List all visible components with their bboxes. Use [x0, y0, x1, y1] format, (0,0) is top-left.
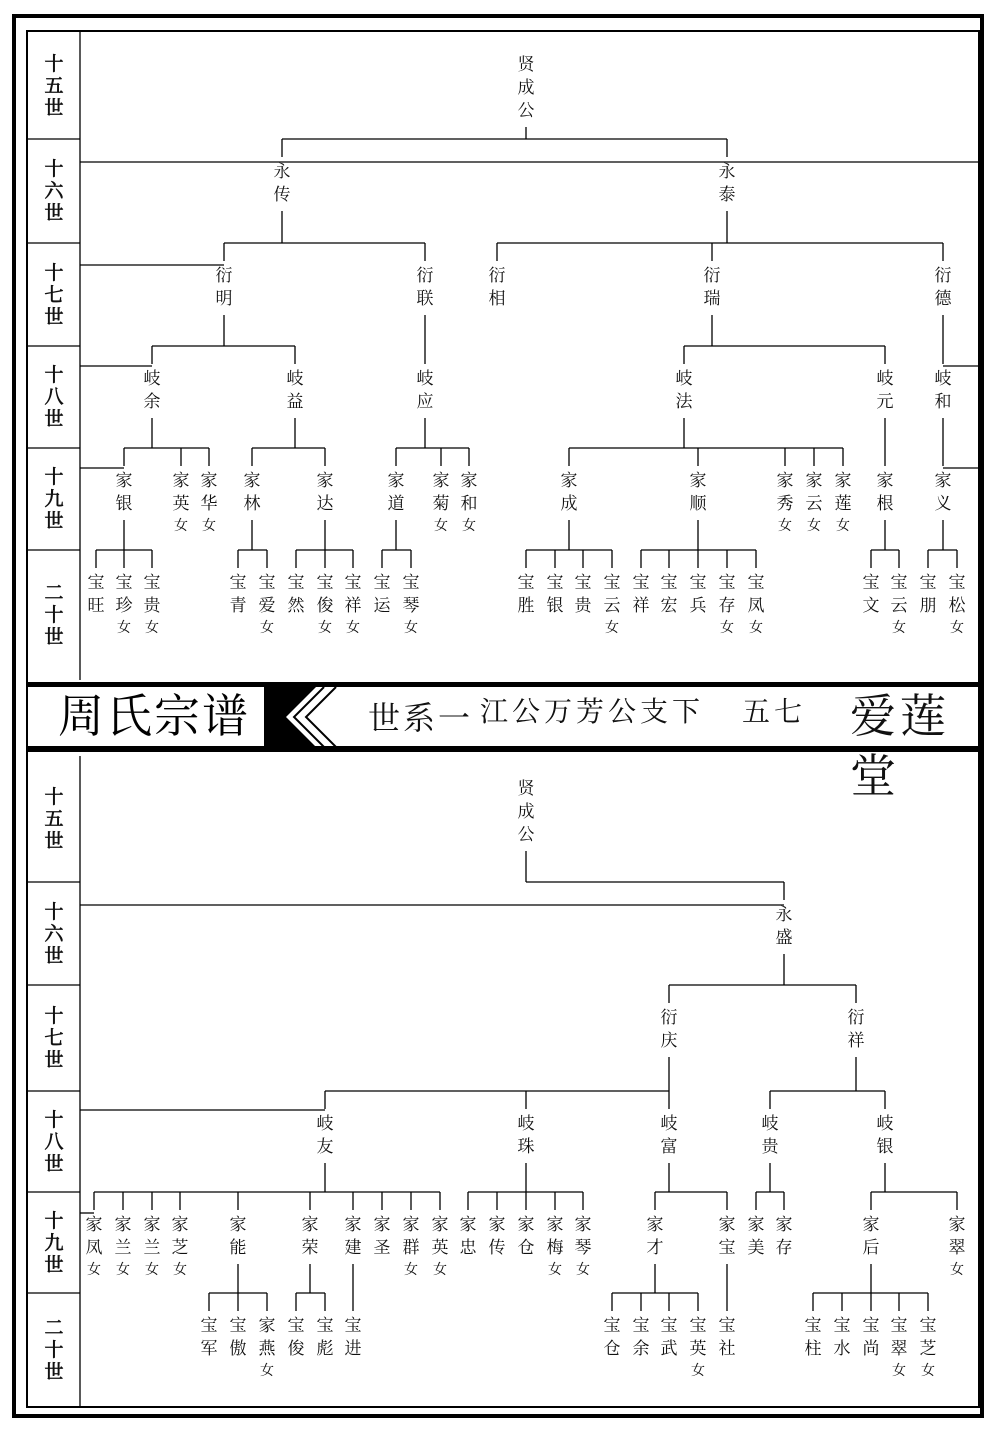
member-name: 宝 云: [603, 573, 621, 616]
member-name: 宝 柱: [804, 1316, 822, 1359]
family-member: [427, 1214, 453, 1280]
member-name: 家 圣: [373, 1215, 391, 1258]
family-member: [369, 572, 395, 618]
family-member: [930, 368, 956, 414]
family-member: [340, 1315, 366, 1361]
member-name: 家 建: [344, 1215, 362, 1258]
member-name: 家 英: [172, 471, 190, 514]
member-name: 岐 和: [934, 369, 952, 412]
member-name: 家 仓: [517, 1215, 535, 1258]
family-member: [513, 54, 539, 123]
family-member: [254, 572, 280, 638]
family-member: [312, 1113, 338, 1159]
family-member: [556, 470, 582, 516]
family-member: [168, 470, 194, 536]
member-name: 宝 水: [833, 1316, 851, 1359]
member-name: 宝 武: [660, 1316, 678, 1359]
family-member: [139, 1214, 165, 1280]
family-member: [886, 572, 912, 638]
member-name: 衍 庆: [660, 1008, 678, 1051]
member-name: 家 莲: [834, 471, 852, 514]
family-member: [829, 1315, 855, 1361]
family-member: [599, 572, 625, 638]
member-name: 宝 然: [287, 573, 305, 616]
family-member: [944, 572, 970, 638]
member-name: 家 燕: [258, 1316, 276, 1359]
member-name: 宝 仓: [603, 1316, 621, 1359]
member-name: 家 能: [229, 1215, 247, 1258]
family-member: [542, 572, 568, 618]
female-marker: 女: [174, 518, 188, 534]
generation-label: 十 九 世: [44, 466, 64, 532]
family-member: [225, 572, 251, 618]
member-name: 衍 相: [488, 266, 506, 309]
family-member: [398, 572, 424, 638]
member-name: 家 云: [805, 471, 823, 514]
family-member: [513, 1214, 539, 1260]
female-marker: 女: [433, 1262, 447, 1278]
female-marker: 女: [318, 620, 332, 636]
family-member: [628, 1315, 654, 1361]
family-member: [872, 1113, 898, 1159]
member-name: 永 泰: [718, 162, 736, 205]
member-name: 家 兰: [143, 1215, 161, 1258]
family-member: [771, 1214, 797, 1260]
family-member: [455, 1214, 481, 1260]
member-name: 家 顺: [689, 471, 707, 514]
family-member: [167, 1214, 193, 1280]
family-member: [699, 265, 725, 311]
family-member: [139, 572, 165, 638]
banner-title: 周氏宗谱: [58, 689, 250, 743]
member-name: 宝 翠: [890, 1316, 908, 1359]
family-member: [599, 1315, 625, 1361]
family-member: [628, 572, 654, 618]
member-name: 宝 贵: [574, 573, 592, 616]
family-member: [297, 1214, 323, 1260]
member-name: 衍 明: [215, 266, 233, 309]
member-name: 宝 爱: [258, 573, 276, 616]
member-name: 岐 富: [660, 1114, 678, 1157]
female-marker: 女: [87, 1262, 101, 1278]
member-name: 家 银: [115, 471, 133, 514]
family-member: [139, 368, 165, 414]
family-member: [872, 368, 898, 414]
family-member: [484, 1214, 510, 1260]
member-name: 宝 尚: [862, 1316, 880, 1359]
family-member: [886, 1315, 912, 1381]
banner-arrow-icon: [264, 687, 360, 747]
member-name: 宝 俊: [316, 573, 334, 616]
female-marker: 女: [921, 1363, 935, 1379]
member-name: 家 存: [775, 1215, 793, 1258]
female-marker: 女: [260, 1363, 274, 1379]
family-member: [714, 1214, 740, 1260]
member-name: 宝 松: [948, 573, 966, 616]
member-name: 岐 珠: [517, 1114, 535, 1157]
family-member: [944, 1214, 970, 1280]
family-member: [714, 572, 740, 638]
female-marker: 女: [116, 1262, 130, 1278]
member-name: 宝 傲: [229, 1316, 247, 1359]
member-name: 家 华: [200, 471, 218, 514]
family-member: [254, 1315, 280, 1381]
member-name: 衍 德: [934, 266, 952, 309]
family-member: [81, 1214, 107, 1280]
family-member: [428, 470, 454, 536]
family-member: [656, 572, 682, 618]
member-name: 宝 余: [632, 1316, 650, 1359]
member-name: 宝 运: [373, 573, 391, 616]
member-name: 岐 贵: [761, 1114, 779, 1157]
member-name: 岐 益: [286, 369, 304, 412]
member-name: 宝 旺: [87, 573, 105, 616]
family-member: [513, 1113, 539, 1159]
family-member: [196, 1315, 222, 1361]
female-marker: 女: [576, 1262, 590, 1278]
family-member: [757, 1113, 783, 1159]
member-name: 宝 宏: [660, 573, 678, 616]
page-number: 五七: [742, 695, 807, 728]
family-member: [312, 572, 338, 638]
family-member: [484, 265, 510, 311]
female-marker: 女: [434, 518, 448, 534]
family-member: [915, 1315, 941, 1381]
member-name: 宝 文: [862, 573, 880, 616]
female-marker: 女: [462, 518, 476, 534]
family-member: [858, 1315, 884, 1361]
female-marker: 女: [836, 518, 850, 534]
female-marker: 女: [202, 518, 216, 534]
member-name: 宝 珍: [115, 573, 133, 616]
generation-label: 十 六 世: [44, 900, 64, 967]
family-member: [743, 1214, 769, 1260]
family-member: [340, 1214, 366, 1260]
family-member: [800, 1315, 826, 1361]
member-name: 家 义: [934, 471, 952, 514]
member-name: 宝 进: [344, 1316, 362, 1359]
family-member: [412, 265, 438, 311]
family-member: [369, 1214, 395, 1260]
family-member: [412, 368, 438, 414]
member-name: 家 芝: [171, 1215, 189, 1258]
member-name: 宝 祥: [344, 573, 362, 616]
member-name: 家 根: [876, 471, 894, 514]
family-member: [225, 1315, 251, 1361]
member-name: 宝 云: [890, 573, 908, 616]
family-member: [743, 572, 769, 638]
generation-label: 二 十 世: [44, 1316, 64, 1383]
member-name: 家 忠: [459, 1215, 477, 1258]
family-member: [111, 470, 137, 516]
member-name: 家 和: [460, 471, 478, 514]
banner-bottom-rule: [28, 746, 978, 752]
family-member: [930, 265, 956, 311]
female-marker: 女: [950, 1262, 964, 1278]
member-name: 家 达: [316, 471, 334, 514]
family-member: [714, 1315, 740, 1361]
family-member: [211, 265, 237, 311]
family-member: [771, 904, 797, 950]
member-name: 宝 芝: [919, 1316, 937, 1359]
generation-label: 二 十 世: [44, 582, 64, 648]
female-marker: 女: [117, 620, 131, 636]
generation-label: 十 五 世: [44, 786, 64, 852]
generation-label: 十 八 世: [44, 1108, 64, 1175]
banner-hall-name: 爱莲堂: [850, 689, 950, 803]
female-marker: 女: [404, 1262, 418, 1278]
member-name: 家 道: [387, 471, 405, 514]
member-name: 宝 存: [718, 573, 736, 616]
member-name: 岐 银: [876, 1114, 894, 1157]
family-member: [239, 470, 265, 516]
member-name: 岐 元: [876, 369, 894, 412]
member-name: 家 成: [560, 471, 578, 514]
member-name: 宝 青: [229, 573, 247, 616]
member-name: 家 英: [431, 1215, 449, 1258]
family-member: [801, 470, 827, 536]
family-member: [642, 1214, 668, 1260]
female-marker: 女: [605, 620, 619, 636]
member-name: 宝 琴: [402, 573, 420, 616]
female-marker: 女: [749, 620, 763, 636]
member-name: 宝 兵: [689, 573, 707, 616]
family-member: [570, 1214, 596, 1280]
member-name: 家 兰: [114, 1215, 132, 1258]
member-name: 宝 贵: [143, 573, 161, 616]
family-member: [111, 572, 137, 638]
member-name: 家 荣: [301, 1215, 319, 1258]
member-name: 宝 俊: [287, 1316, 305, 1359]
family-member: [542, 1214, 568, 1280]
family-member: [383, 470, 409, 516]
family-member: [312, 470, 338, 516]
member-name: 岐 余: [143, 369, 161, 412]
family-member: [915, 572, 941, 618]
family-member: [858, 1214, 884, 1260]
member-name: 宝 凤: [747, 573, 765, 616]
page-banner: [28, 682, 978, 803]
member-name: 宝 彪: [316, 1316, 334, 1359]
family-member: [858, 572, 884, 618]
female-marker: 女: [404, 620, 418, 636]
female-marker: 女: [691, 1363, 705, 1379]
member-name: 岐 法: [675, 369, 693, 412]
generation-label: 十 六 世: [44, 158, 64, 224]
female-marker: 女: [173, 1262, 187, 1278]
member-name: 宝 朋: [919, 573, 937, 616]
member-name: 衍 祥: [847, 1008, 865, 1051]
female-marker: 女: [950, 620, 964, 636]
family-member: [656, 1113, 682, 1159]
member-name: 家 梅: [546, 1215, 564, 1258]
family-member: [83, 572, 109, 618]
member-name: 永 盛: [775, 905, 793, 948]
member-name: 家 美: [747, 1215, 765, 1258]
family-member: [656, 1315, 682, 1361]
family-member: [225, 1214, 251, 1260]
member-name: 家 传: [488, 1215, 506, 1258]
family-member: [340, 572, 366, 638]
female-marker: 女: [892, 1363, 906, 1379]
family-member: [269, 161, 295, 207]
generation-label: 十 七 世: [44, 261, 64, 328]
family-member: [685, 572, 711, 618]
member-name: 家 群: [402, 1215, 420, 1258]
female-marker: 女: [346, 620, 360, 636]
female-marker: 女: [145, 1262, 159, 1278]
member-name: 家 后: [862, 1215, 880, 1258]
member-name: 永 传: [273, 162, 291, 205]
family-member: [656, 1007, 682, 1053]
member-name: 家 菊: [432, 471, 450, 514]
member-name: 宝 祥: [632, 573, 650, 616]
family-member: [685, 470, 711, 516]
member-name: 家 宝: [718, 1215, 736, 1258]
female-marker: 女: [778, 518, 792, 534]
female-marker: 女: [720, 620, 734, 636]
member-name: 家 林: [243, 471, 261, 514]
member-name: 宝 军: [200, 1316, 218, 1359]
family-member: [312, 1315, 338, 1361]
family-member: [570, 572, 596, 618]
member-name: 家 才: [646, 1215, 664, 1258]
member-name: 家 翠: [948, 1215, 966, 1258]
member-name: 宝 社: [718, 1316, 736, 1359]
member-name: 宝 胜: [517, 573, 535, 616]
family-member: [843, 1007, 869, 1053]
family-member: [196, 470, 222, 536]
member-name: 家 琴: [574, 1215, 592, 1258]
family-member: [772, 470, 798, 536]
member-name: 宝 英: [689, 1316, 707, 1359]
member-name: 家 秀: [776, 471, 794, 514]
family-member: [714, 161, 740, 207]
family-member: [282, 368, 308, 414]
banner-series: 世系一: [368, 699, 474, 737]
female-marker: 女: [548, 1262, 562, 1278]
generation-label: 十 九 世: [44, 1209, 64, 1276]
family-member: [456, 470, 482, 536]
banner-branch: 江公万芳公支下: [480, 695, 705, 728]
member-name: 岐 应: [416, 369, 434, 412]
member-name: 岐 友: [316, 1114, 334, 1157]
family-member: [398, 1214, 424, 1280]
family-member: [283, 572, 309, 618]
member-name: 宝 银: [546, 573, 564, 616]
family-member: [830, 470, 856, 536]
female-marker: 女: [807, 518, 821, 534]
female-marker: 女: [145, 620, 159, 636]
family-member: [872, 470, 898, 516]
female-marker: 女: [260, 620, 274, 636]
generation-label: 十 八 世: [44, 364, 64, 430]
family-member: [283, 1315, 309, 1361]
family-member: [671, 368, 697, 414]
member-name: 衍 联: [416, 266, 434, 309]
generation-label: 十 五 世: [44, 52, 64, 119]
female-marker: 女: [892, 620, 906, 636]
family-member: [513, 778, 539, 847]
family-member: [685, 1315, 711, 1381]
member-name: 家 凤: [85, 1215, 103, 1258]
member-name: 贤 成 公: [517, 779, 535, 845]
family-member: [513, 572, 539, 618]
member-name: 衍 瑞: [703, 266, 721, 309]
generation-label: 十 七 世: [44, 1005, 64, 1071]
family-member: [110, 1214, 136, 1280]
family-member: [930, 470, 956, 516]
member-name: 贤 成 公: [517, 55, 535, 121]
